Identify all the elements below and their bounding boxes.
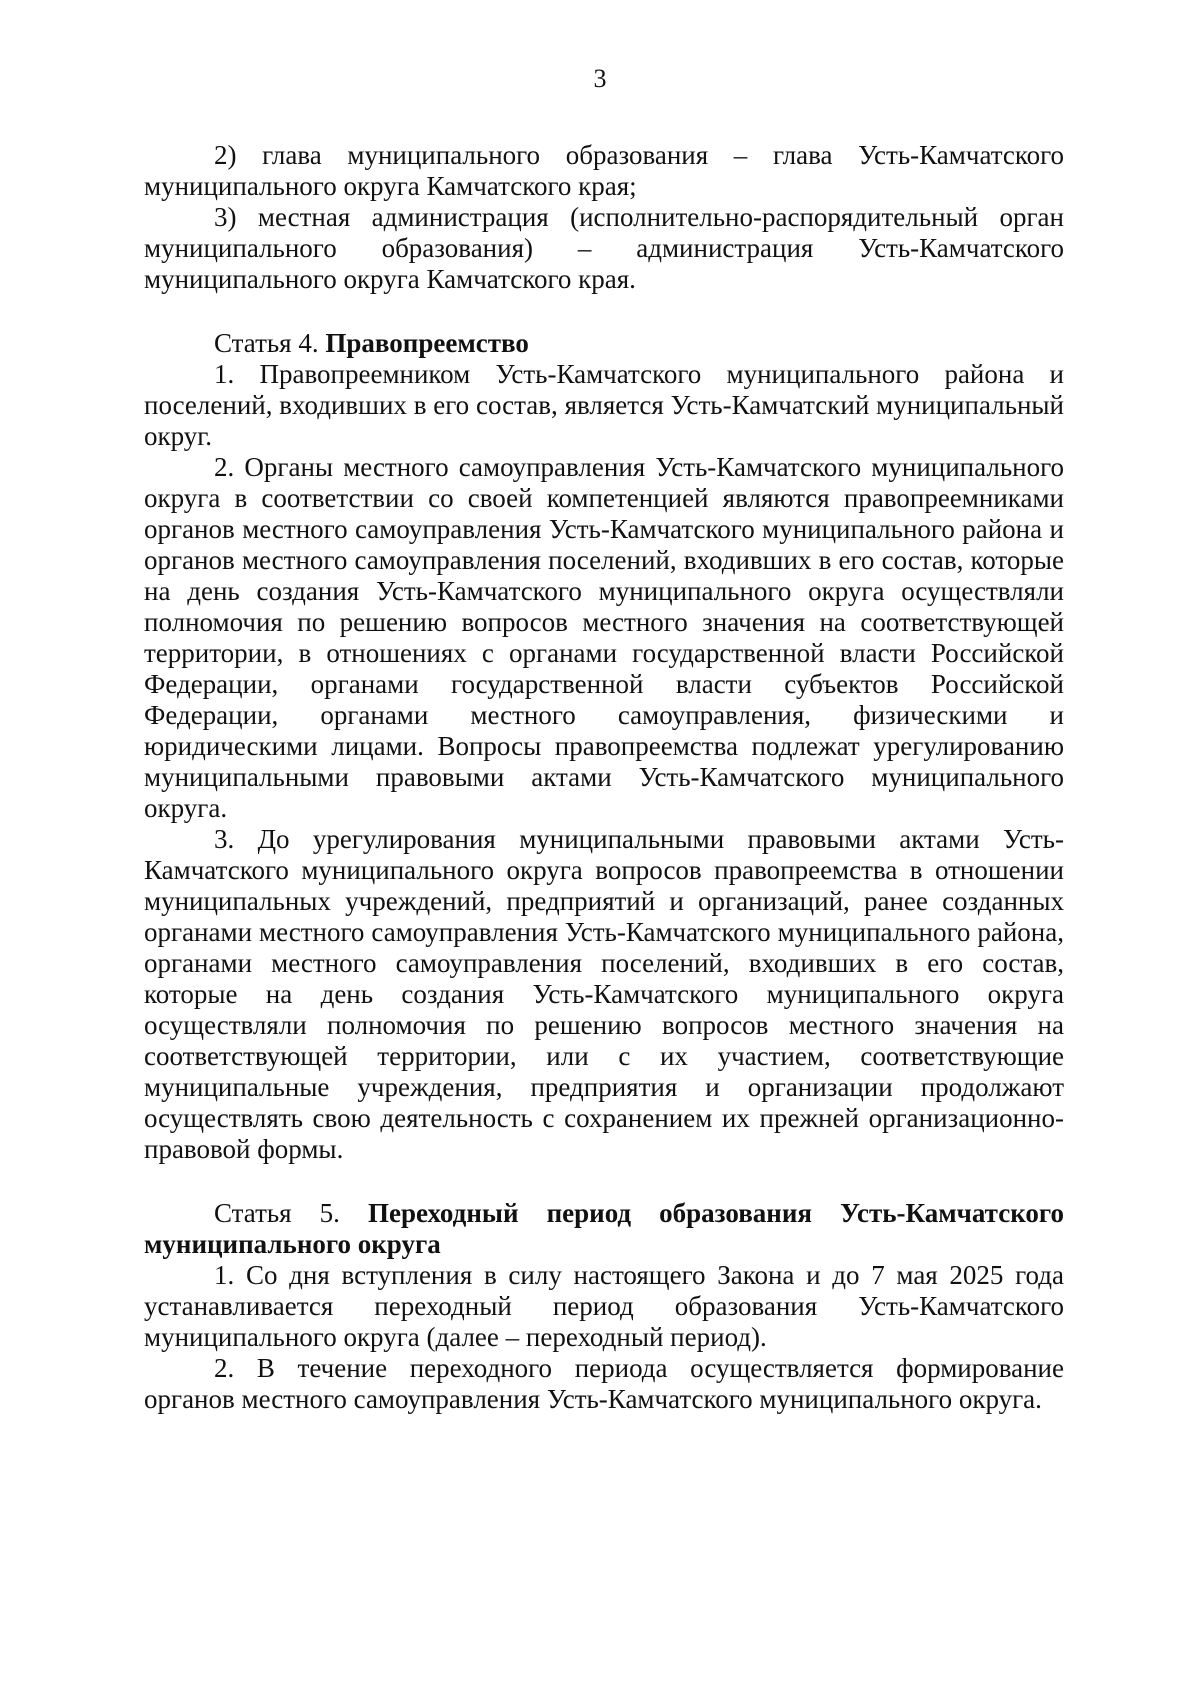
- article3-item-3: 3) местная администрация (исполнительно-распорядительный орган муниципального образования) – администрация Усть-Камчатского муниципального округа Камчатского края.: [144, 202, 1064, 294]
- article5-paragraph-1: 1. Со дня вступления в силу настоящего Закона и до 7 мая 2025 года устанавливается переходный период образования Усть-Камчатского муниципального округа (далее – переходный период).: [144, 1260, 1064, 1352]
- article5-paragraph-2: 2. В течение переходного периода осуществляется формирование органов местного самоуправления Усть-Камчатского муниципального округа.: [144, 1353, 1064, 1414]
- article4-label: Статья 4.: [214, 328, 326, 358]
- article4-paragraph-1: 1. Правопреемником Усть-Камчатского муниципального района и поселений, входивших в его состав, является Усть-Камчатский муниципальный округ.: [144, 359, 1064, 451]
- article4-title: Правопреемство: [325, 328, 529, 358]
- section-gap: [144, 1165, 1064, 1198]
- article4-heading: [144, 328, 1064, 359]
- document-body: [144, 140, 1064, 1415]
- article5-label: Статья 5.: [214, 1198, 369, 1228]
- article4-paragraph-3: 3. До урегулирования муниципальными правовыми актами Усть-Камчатского муниципального округа вопросов правопреемства в отношении муниципальных учреждений, предприятий и организаций, ранее созданных органами местного самоуправления Усть-Камчатского муниципального района, органами местного самоуправления поселений, входивших в его состав, которые на день создания Усть-Камчатского муниципального округа осуществляли полномочия по решению вопросов местного значения на соответствующей территории, или с их участием, соответствующие муниципальные учреждения, предприятия и организации продолжают осуществлять свою деятельность с сохранением их прежней организационно-правовой формы.: [144, 824, 1064, 1164]
- article5-heading: [144, 1198, 1064, 1260]
- article4-paragraph-2: 2. Органы местного самоуправления Усть-Камчатского муниципального округа в соответствии со своей компетенцией являются правопреемниками органов местного самоуправления Усть-Камчатского муниципального района и органов местного самоуправления поселений, входивших в его состав, которые на день создания Усть-Камчатского муниципального округа осуществляли полномочия по решению вопросов местного значения на соответствующей территории, в отношениях с органами государственной власти Российской Федерации, органами государственной власти субъектов Российской Федерации, органами местного самоуправления, физическими и юридическими лицами. Вопросы правопреемства подлежат урегулированию муниципальными правовыми актами Усть-Камчатского муниципального округа.: [144, 452, 1064, 823]
- article5-title: Переходный период образования Усть-Камчатского муниципального округа: [144, 1198, 1064, 1259]
- article3-item-2: 2) глава муниципального образования – глава Усть-Камчатского муниципального округа Камчатского края;: [144, 140, 1064, 201]
- page-number: 3: [593, 64, 607, 93]
- section-gap: [144, 295, 1064, 328]
